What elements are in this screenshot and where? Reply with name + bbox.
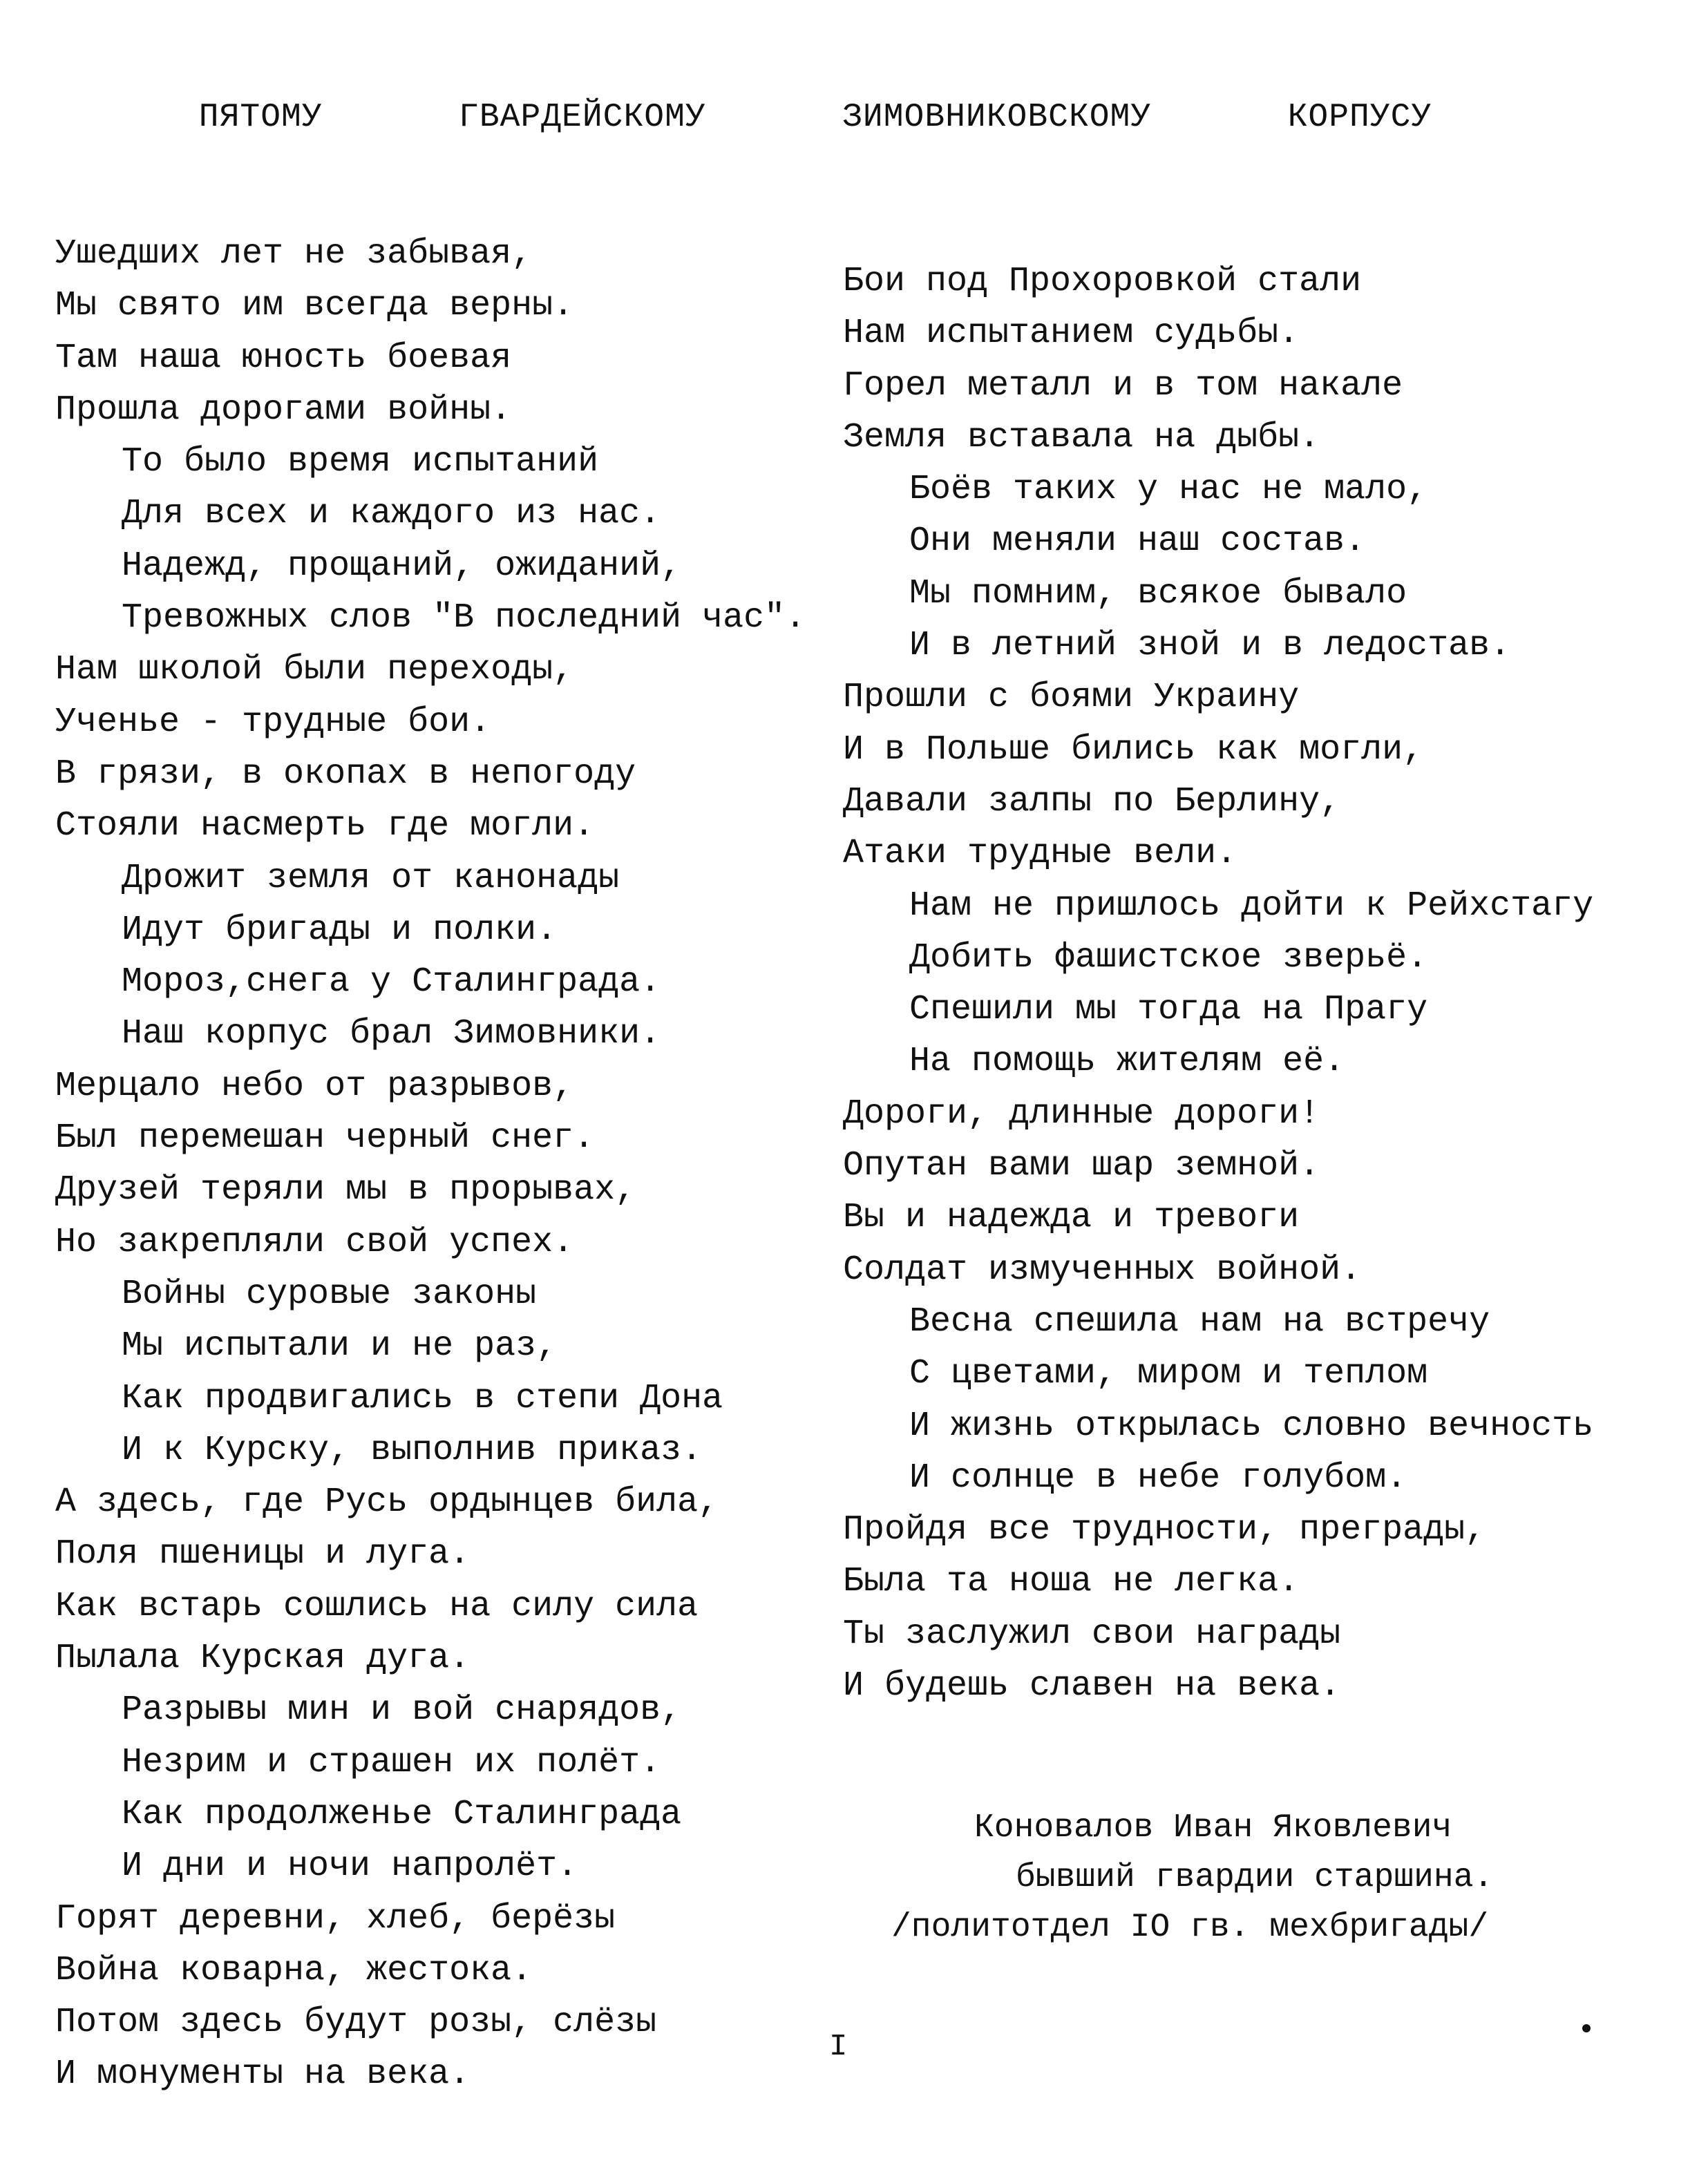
- poem-line: Стояли насмерть где могли.: [55, 806, 595, 846]
- signature-block: [884, 1803, 1644, 1952]
- poem-line: Мы помним, всякое бывало: [909, 573, 1407, 613]
- poem-line: Добить фашистское зверьё.: [909, 937, 1428, 978]
- poem-line: Был перемешан черный снег.: [55, 1118, 595, 1159]
- poem-line: Весна спешила нам на встречу: [909, 1302, 1490, 1342]
- ink-dot: [1582, 2024, 1591, 2032]
- poem-line: И монументы на века.: [55, 2055, 471, 2095]
- poem-line: Ученье - трудные бои.: [55, 702, 491, 742]
- poem-line: Мы свято им всегда верны.: [55, 286, 574, 326]
- poem-line: Как встарь сошлись на силу сила: [55, 1586, 699, 1626]
- poem-line: И в летний зной и в ледостав.: [909, 626, 1511, 666]
- poem-line: И будешь славен на века.: [843, 1666, 1341, 1706]
- poem-line: Дрожит земля от канонады: [122, 858, 620, 898]
- poem-right-column: [843, 256, 1700, 1712]
- poem-line: И солнце в небе голубом.: [909, 1458, 1407, 1498]
- poem-line: И к Курску, выполнив приказ.: [122, 1430, 703, 1470]
- poem-line: Ушедших лет не забывая,: [55, 234, 533, 274]
- poem-line: Но закрепляли свой успех.: [55, 1222, 574, 1262]
- poem-line: В грязи, в окопах в непогоду: [55, 754, 636, 794]
- poem-line: Незрим и страшен их полёт.: [122, 1742, 661, 1782]
- author-unit: /политотдел IO гв. мехбригады/: [891, 1909, 1489, 1946]
- poem-line: Земля вставала на дыбы.: [843, 417, 1320, 457]
- poem-line: Атаки трудные вели.: [843, 834, 1237, 874]
- poem-line: Спешили мы тогда на Прагу: [909, 990, 1428, 1030]
- poem-line: А здесь, где Русь ордынцев била,: [55, 1483, 719, 1523]
- poem-line: Потом здесь будут розы, слёзы: [55, 2003, 657, 2043]
- poem-line: Нам не пришлось дойти к Рейхстагу: [909, 886, 1594, 926]
- poem-line: Друзей теряли мы в прорывах,: [55, 1170, 636, 1210]
- poem-line: Тревожных слов "В последний час".: [122, 598, 806, 638]
- poem-line: Нам испытанием судьбы.: [843, 314, 1300, 354]
- poem-line: Они меняли наш состав.: [909, 522, 1366, 562]
- poem-line: Как продолженье Сталинграда: [122, 1794, 682, 1834]
- page-number: I: [829, 2030, 848, 2064]
- poem-line: Мороз,снега у Сталинграда.: [122, 962, 661, 1002]
- poem-line: Наш корпус брал Зимовники.: [122, 1014, 661, 1054]
- poem-line: Там наша юность боевая: [55, 338, 512, 378]
- poem-line: Горят деревни, хлеб, берёзы: [55, 1898, 616, 1938]
- poem-line: Боёв таких у нас не мало,: [909, 470, 1428, 510]
- poem-line: Разрывы мин и вой снарядов,: [122, 1690, 682, 1731]
- poem-line: Война коварна, жестока.: [55, 1950, 533, 1990]
- poem-line: На помощь жителям её.: [909, 1042, 1345, 1082]
- poem-line: Пройдя все трудности, преграды,: [843, 1510, 1486, 1550]
- poem-line: И дни и ночи напролёт.: [122, 1847, 578, 1887]
- poem-line: Ты заслужил свои награды: [843, 1614, 1341, 1654]
- author-rank: бывший гвардии старшина.: [1016, 1859, 1494, 1896]
- poem-line: Горел металл и в том накале: [843, 365, 1403, 406]
- poem-line: И жизнь открылась словно вечность: [909, 1406, 1594, 1446]
- poem-line: Для всех и каждого из нас.: [122, 494, 661, 534]
- poem-line: Нам школой были переходы,: [55, 650, 574, 690]
- poem-line: Солдат измученных войной.: [843, 1250, 1362, 1290]
- poem-line: Опутан вами шар земной.: [843, 1146, 1320, 1186]
- poem-line: Бои под Прохоровкой стали: [843, 262, 1362, 301]
- poem-line: Вы и надежда и тревоги: [843, 1198, 1300, 1238]
- poem-line: Поля пшеницы и луга.: [55, 1534, 471, 1574]
- poem-line: И в Польше бились как могли,: [843, 730, 1424, 770]
- poem-line: Идут бригады и полки.: [122, 910, 558, 950]
- poem-line: Мы испытали и не раз,: [122, 1326, 558, 1366]
- poem-line: Надежд, прощаний, ожиданий,: [122, 546, 682, 586]
- poem-line: Войны суровые законы: [122, 1274, 537, 1314]
- author-name: Коновалов Иван Яковлевич: [974, 1809, 1452, 1847]
- poem-line: То было время испытаний: [122, 442, 599, 482]
- page-title: ПЯТОМУ ГВАРДЕЙСКОМУ ЗИМОВНИКОВСКОМУ КОРПУСУ: [198, 99, 1432, 136]
- poem-left-column: [55, 228, 857, 2101]
- poem-line: Как продвигались в степи Дона: [122, 1378, 723, 1418]
- poem-line: Прошла дорогами войны.: [55, 390, 512, 430]
- poem-line: Дороги, длинные дороги!: [843, 1094, 1320, 1134]
- poem-line: С цветами, миром и теплом: [909, 1354, 1428, 1394]
- poem-line: Была та ноша не легка.: [843, 1562, 1300, 1602]
- poem-line: Мерцало небо от разрывов,: [55, 1066, 574, 1106]
- poem-line: Пылала Курская дуга.: [55, 1639, 471, 1679]
- poem-line: Давали залпы по Берлину,: [843, 781, 1341, 821]
- poem-line: Прошли с боями Украину: [843, 678, 1300, 718]
